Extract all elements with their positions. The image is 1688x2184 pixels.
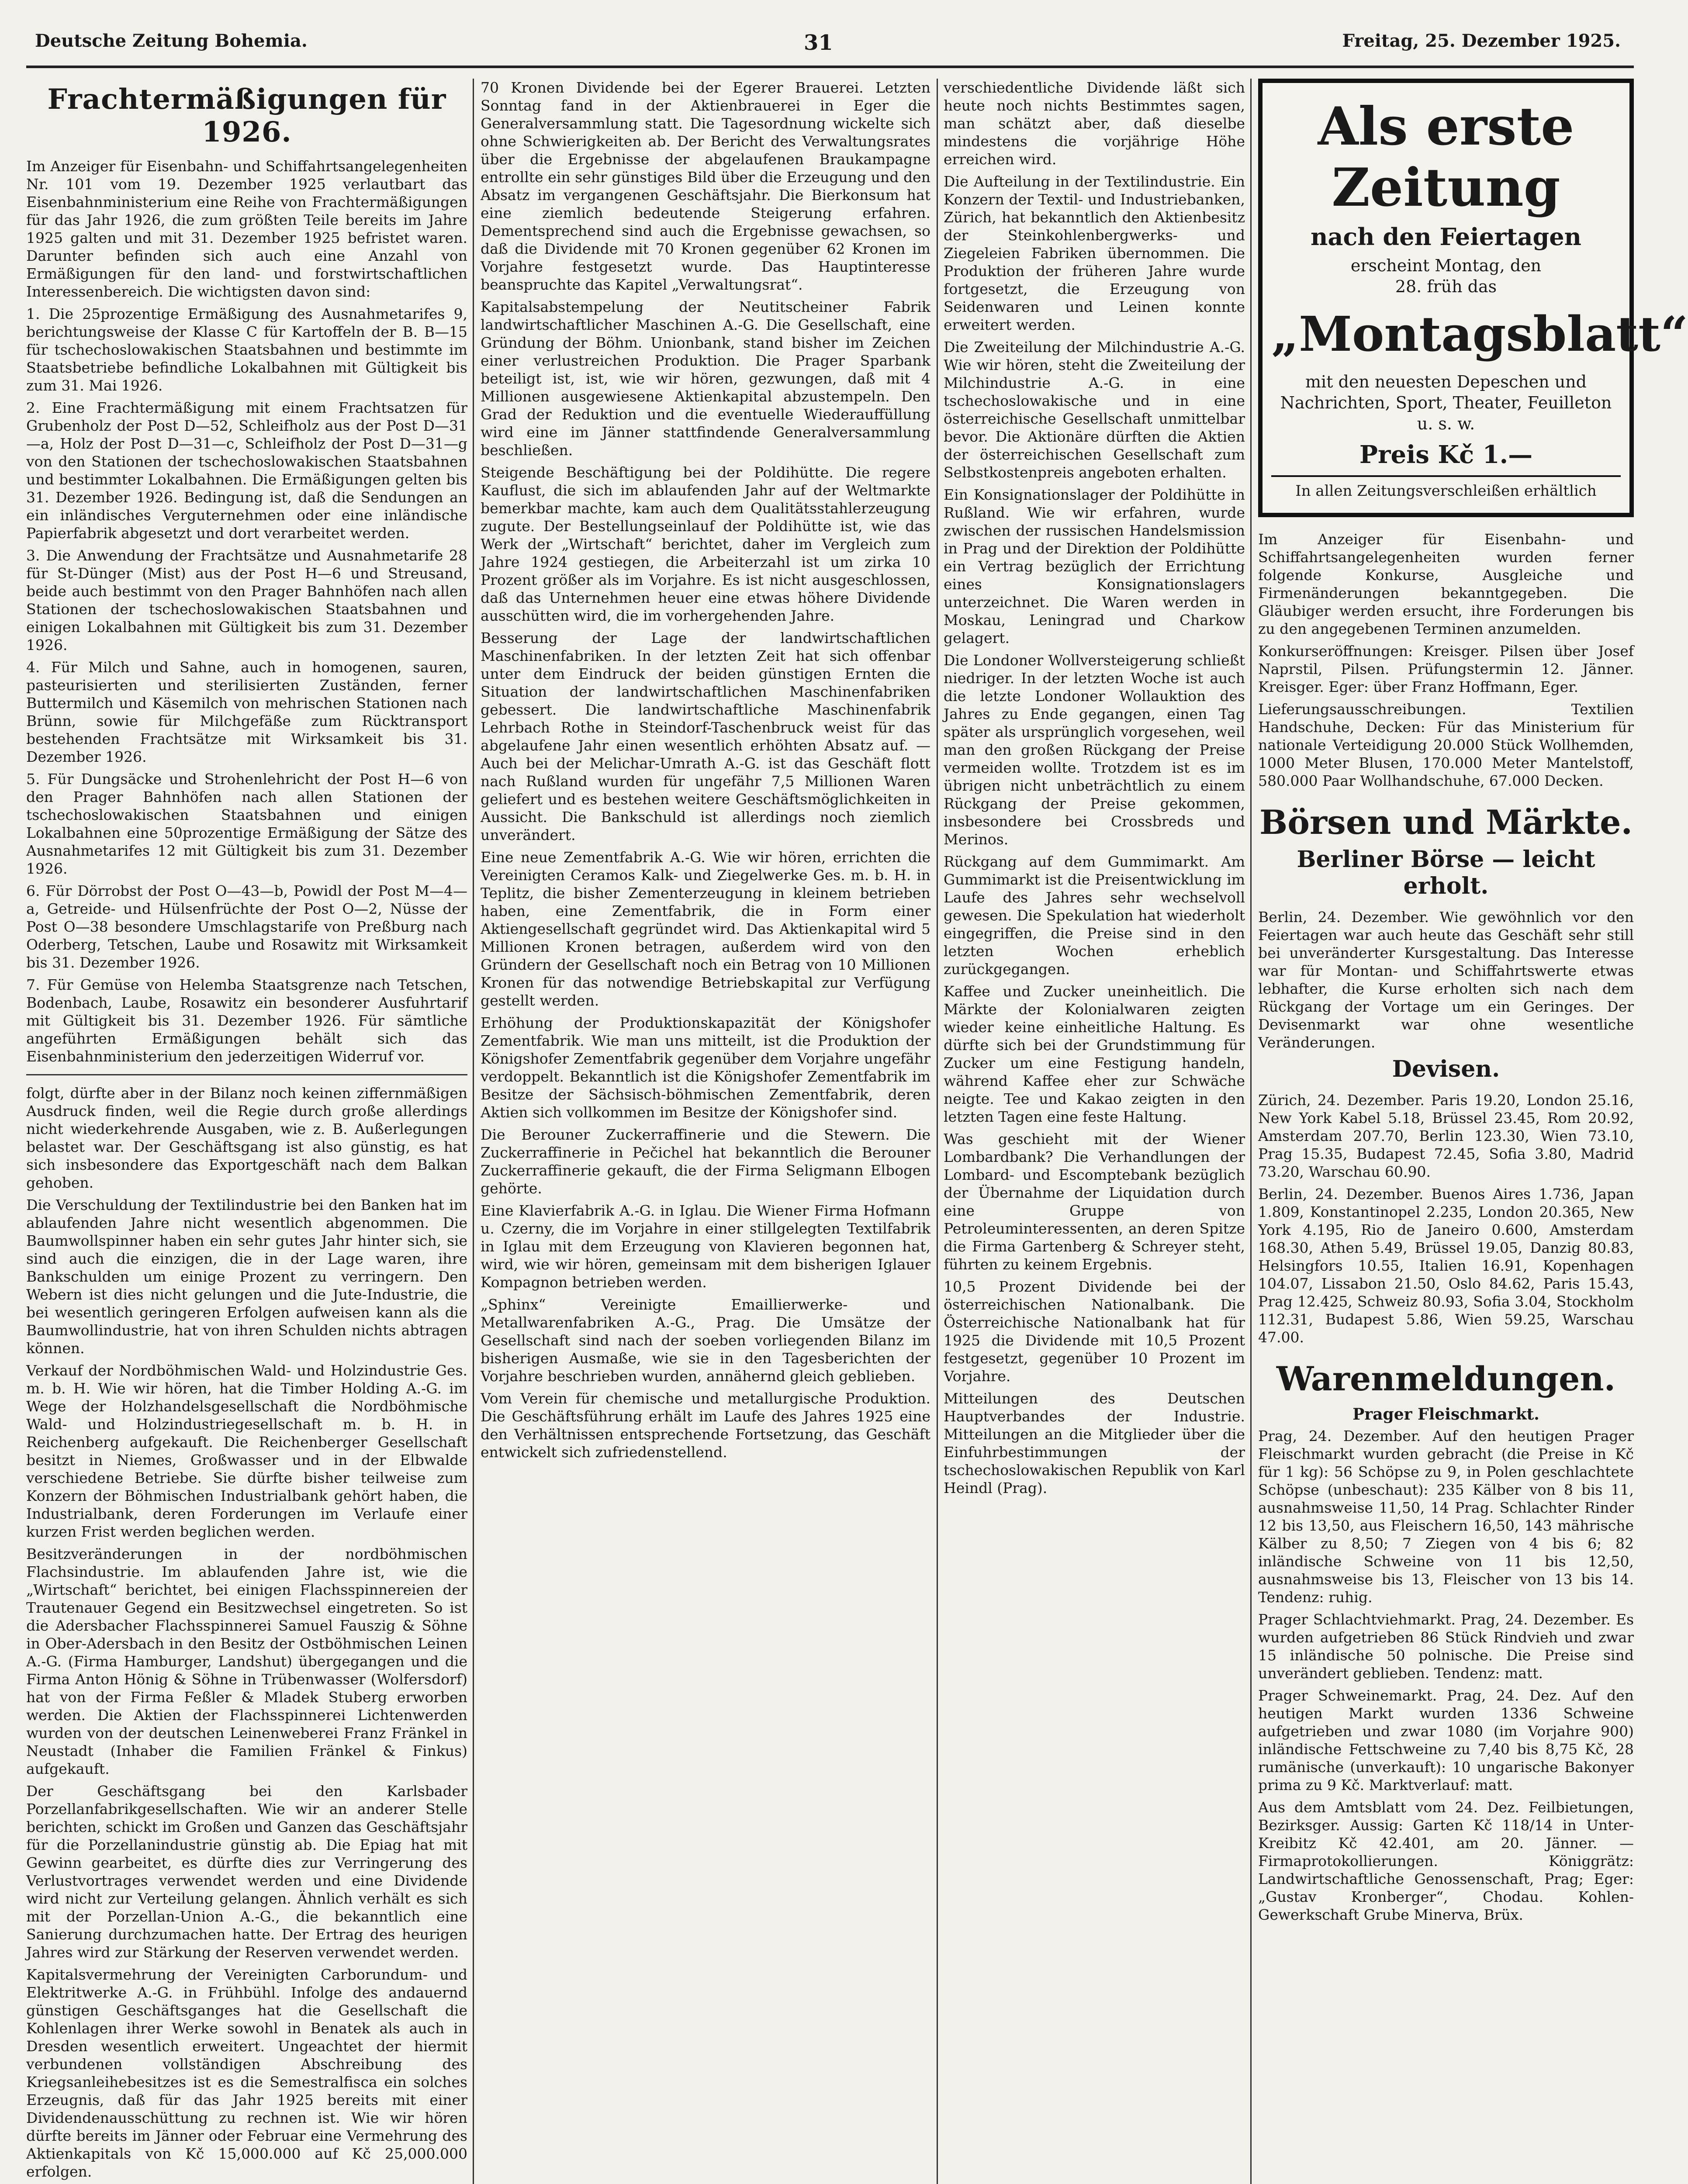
article-paragraph: Die Verschuldung der Textilindustrie bei den Banken hat im ablaufenden Jahre nicht wesentlich abgenommen. Die Baumwollspinner haben ein sehr gutes Jahr hinter sich, sie sind auch die einzigen, die in der Lage waren, ihre Bankschulden um einige Prozent zu verringern. Den Webern ist dies nicht gelungen und die Jute-Industrie, die bei wesentlich geringeren Erfolgen aufweisen kann als die Baumwollindustrie, hat von ihren Schulden nichts abtragen können. [26,1196,467,1357]
article-paragraph: folgt, dürfte aber in der Bilanz noch keinen ziffernmäßigen Ausdruck finden, weil die Regie durch große allerdings nicht wiederkehrende Ausgaben, wie z. B. Außerlegungen belastet war. Der Geschäftsgang ist also günstig, es hat sich insbesondere das Exportgeschäft nach dem Balkan gehoben. [26,1085,467,1191]
article-paragraph: Kapitalsvermehrung der Vereinigten Carborundum- und Elektritwerke A.-G. in Frühbühl. Infolge des andauernd günstigen Geschäftsganges hat die Gesellschaft die Kohlenlagen ihrer Werke sowohl in Benatek als auch in Dresden wesentlich erweitert. Ungeachtet der hiermit verbundenen vollständigen Abschreibung des Kriegsanleihebesitzes ist es die Semestralfisca ein solches Erzeugnis, daß für das Jahr 1925 bereits mit einer Dividendenausschüttung zu rechnen ist. Wie wir hören dürfte bereits im Jänner oder Februar eine Vermehrung des Aktienkapitals von Kč 15,000.000 auf Kč 25,000.000 erfolgen. [26,1966,467,2180]
newspaper-page [26,17,1688,2184]
article-paragraph: Prager Schlachtviehmarkt. Prag, 24. Dezember. Es wurden aufgetrieben 86 Stück Rindvieh und zwar 15 inländische 50 polnische. Die Preise sind unverändert geblieben. Tendenz: matt. [1258,1611,1634,1682]
article-paragraph: 1. Die 25prozentige Ermäßigung des Ausnahmetarifes 9, berichtungsweise der Klasse C für Kartoffeln der B. B—15 für tschechoslowakischen Staatsbahnen und bestimmte im Staatsbetriebe befindliche Lokalbahnen mit Gültigkeit bis zum 31. Mai 1926. [26,305,467,394]
article-paragraph: Im Anzeiger für Eisenbahn- und Schiffahrtsangelegenheiten wurden ferner folgende Konkurse, Ausgleiche und Firmenänderungen bekanntgegeben. Die Gläubiger werden ersucht, ihre Forderungen bis zu den angegebenen Terminen anzumelden. [1258,531,1634,637]
column-rule [473,79,474,2184]
article-paragraph: 5. Für Dungsäcke und Strohenlehricht der Post H—6 von den Prager Bahnhöfen nach allen Stationen der tschechoslowakischen Staatsbahnen und einigen Lokalbahnen eine 50prozentige Ermäßigung der Sätze des Ausnahmetarifes 12 mit Gültigkeit bis zum 31. Dezember 1926. [26,771,467,877]
article-paragraph: Prager Schweinemarkt. Prag, 24. Dez. Auf den heutigen Markt wurden 1336 Schweine aufgetrieben und zwar 1080 (im Vorjahre 900) inländische Fettschweine zu 7,40 bis 8,75 Kč, 28 rumänische (unverkauft): 10 ungarische Bakonyer prima zu 9 Kč. Marktverlauf: matt. [1258,1687,1634,1794]
section-heading: Börsen und Märkte. [1259,803,1633,842]
article-paragraph: Lieferungsausschreibungen. Textilien Handschuhe, Decken: Für das Ministerium für nationale Verteidigung 20.000 Stück Wollhemden, 1000 Meter Blusen, 170.000 Meter Mantelstoff, 580.000 Paar Wollhandschuhe, 67.000 Decken. [1258,701,1634,789]
article-paragraph: Aus dem Amtsblatt vom 24. Dez. Feilbietungen, Bezirksger. Aussig: Garten Kč 118/14 in Unter-Kreibitz Kč 42.401, am 20. Jänner. — Firmaprotokollierungen. Königgrätz: Landwirtschaftliche Genossenschaft, Prag; Eger: „Gustav Kronberger“, Chodau. Kohlen-Gewerkschaft Grube Minerva, Brüx. [1258,1799,1634,1923]
advert-footer: In allen Zeitungsverschleißen erhältlich [1271,475,1621,500]
article-paragraph: 10,5 Prozent Dividende bei der österreichischen Nationalbank. Die Österreichische Nationalbank hat für 1925 die Dividende mit 10,5 Prozent festgesetzt, gegenüber 10 Prozent im Vorjahre. [944,1278,1245,1385]
article-paragraph: Die Aufteilung in der Textilindustrie. Ein Konzern der Textil- und Industriebanken, Zürich, hat bekanntlich den Aktienbesitz der Steinkohlenbergwerks- und Ziegeleien Fabriken übernommen. Die Produktion der früheren Jahre wurde fortgesetzt, die Erzeugung von Seidenwaren und Leinen konnte erweitert werden. [944,173,1245,333]
article-paragraph: Besitzveränderungen in der nordböhmischen Flachsindustrie. Im ablaufenden Jahre ist, wie die „Wirtschaft“ berichtet, bei einigen Flachsspinnereien der Trautenauer Gegend ein Besitzwechsel eingetreten. So ist die Adersbacher Flachsspinnerei Samuel Fauszig & Söhne in Ober-Adersbach in den Besitz der Ostböhmischen Leinen A.-G. (Firma Hamburger, Landshut) übergegangen und die Firma Anton Hönig & Söhne in Trübenwasser (Wolfersdorf) hat von der Firma Feßler & Mladek Stuberg erworben werden. Die Aktien der Flachsspinnerei Lichtenwerden wurden von der deutschen Leinenweberei Franz Fränkel in Neustadt (Inhaber die Familien Fränkel & Finkus) aufgekauft. [26,1545,467,1777]
newspaper-title: Deutsche Zeitung Bohemia. [35,31,308,51]
article-paragraph: Die Londoner Wollversteigerung schließt niedriger. In der letzten Woche ist auch die letzte Londoner Wollauktion des Jahres zu Ende gegangen, einen Tag später als ursprünglich vorgesehen, weil man den großen Rückgang der Preise vermeiden wollte. Trotzdem ist es im übrigen nicht unbeträchtlich zu einem Rückgang der Preise gekommen, insbesondere bei Crossbreds und Merinos. [944,652,1245,848]
article-paragraph: 70 Kronen Dividende bei der Egerer Brauerei. Letzten Sonntag fand in der Aktienbrauerei in Eger die Generalversammlung statt. Die Tagesordnung wickelte sich ohne Schwierigkeiten ab. Der Bericht des Verwaltungsrates über die Ergebnisse der abgelaufenen Braukampagne entrollte ein sehr günstiges Bild über die Erzeugung und den Absatz im vergangenen Geschäftsjahr. Die Bierkonsum hat eine ziemlich bedeutende Steigerung erfahren. Dementsprechend sind auch die Ergebnisse gewachsen, so daß die Dividende mit 70 Kronen gegenüber 62 Kronen im Vorjahre festgesetzt wurde. Das Hauptinteresse beanspruchte das Kapitel „Verwaltungsrat“. [481,79,930,293]
advert-paper-name: „Montagsblatt“ [1271,306,1688,362]
article-paragraph: verschiedentliche Dividende läßt sich heute noch nichts Bestimmtes sagen, man schätzt aber, daß dieselbe mindestens die vorjährige Höhe erreichen wird. [944,79,1245,168]
article-paragraph: Mitteilungen des Deutschen Hauptverbandes der Industrie. Mitteilungen an die Mitglieder über die Einfuhrbestimmungen der tschechoslowakischen Republik von Karl Heindl (Prag). [944,1390,1245,1496]
issue-date: Freitag, 25. Dezember 1925. [1342,31,1621,51]
article-paragraph: 3. Die Anwendung der Frachtsätze und Ausnahmetarife 28 für St-Dünger (Mist) aus der Post H—6 und Streusand, beide auch bestimmt von den Prager Bahnhöfen nach allen Stationen der tschechoslowakischen Staatsbahnen und einigen Lokalbahnen mit Gültigkeit bis zum 31. Dezember 1926. [26,547,467,653]
article-title: Frachtermäßigungen für 1926. [47,83,446,149]
column-3 [944,79,1245,2184]
page-number: 31 [804,31,833,55]
column-2 [481,79,930,2184]
column-1 [26,79,467,2184]
advert-text: erscheint Montag, den [1350,256,1542,275]
column-rule [937,79,938,2184]
montagsblatt-advert [1258,79,1688,517]
advert-price: Preis Kč 1.— [1359,440,1533,469]
article-paragraph: 4. Für Milch und Sahne, auch in homogenen, sauren, pasteurisierten und sterilisierten Zuständen, ferner Buttermilch und Käsemilch von mehrischen Stationen nach Brünn, sowie für Milchgefäße zum Rücktransport bestehenden Frachtsätze mit Wirksamkeit bis 31. Dezember 1926. [26,659,467,765]
article-paragraph: Die Berouner Zuckerraffinerie und die Stewern. Die Zuckerraffinerie in Pečichel hat bekanntlich die Berouner Zuckerraffinerie gekauft, die der Firma Seligmann Elbogen gehörte. [481,1126,930,1197]
article-paragraph: Kapitalsabstempelung der Neutitscheiner Fabrik landwirtschaftlicher Maschinen A.-G. Die Gesellschaft, eine Gründung der Böhm. Unionbank, stand bisher im Zeichen einer verlustreichen Produktion. Die Prager Sparbank beteiligt ist, ist, wie wir hören, gezwungen, daß mit 4 Millionen ausgewiesene Aktienkapital abzustempeln. Den Grad der Reduktion und die eventuelle Wiederauffüllung wird eine im Jänner stattfindende Generalversammlung beschließen. [481,298,930,459]
devisen-heading: Devisen. [1392,1056,1500,1082]
article-paragraph: Was geschieht mit der Wiener Lombardbank? Die Verhandlungen der Lombard- und Escomptebank bezüglich der Übernahme der Liquidation durch eine Gruppe von Petroleuminteressenten, an deren Spitze die Firma Gartenberg & Schreyer steht, führten zu keinem Ergebnis. [944,1130,1245,1273]
advert-subline: nach den Feiertagen [1311,223,1581,251]
article-paragraph: Eine Klavierfabrik A.-G. in Iglau. Die Wiener Firma Hofmann u. Czerny, die im Vorjahre in einer stillgelegten Textilfabrik in Iglau mit dem Erzeugung von Klavieren begonnen hat, wird, wie wir hören, gemeinsam mit dem bisherigen Iglauer Kompagnon betrieben werden. [481,1202,930,1291]
article-paragraph: 2. Eine Frachtermäßigung mit einem Frachtsatzen für Grubenholz der Post D—52, Schleifholz aus der Post D—31—a, Holz der Post D—31—c, Schleifholz der Post D—31—g von den Stationen der tschechoslowakischen Staatsbahnen und bestimmter Lokalbahnen. Die Ermäßigungen gelten bis 31. Dezember 1926. Bedingung ist, daß die Sendungen an ein inländisches Verguternehmen oder eine inländische Papierfabrik abgesetzt und dort verarbeitet werden. [26,399,467,542]
article-paragraph: Vom Verein für chemische und metallurgische Produktion. Die Geschäftsführung erhält im Laufe des Jahres 1925 eine den Verhältnissen entsprechende Fortsetzung, das Geschäft entwickelt sich zufriedenstellend. [481,1390,930,1461]
article-paragraph: Eine neue Zementfabrik A.-G. Wie wir hören, errichten die Vereinigten Ceramos Kalk- und Ziegelwerke Ges. m. b. H. in Teplitz, die bisher Zementerzeugung in kleinem betrieben haben, eine Zementfabrik, die in Form einer Aktiengesellschaft gegründet wird. Das Aktienkapital wird 5 Millionen Kronen betragen, außerdem wird von den Gründern der Gesellschaft noch ein Betrag von 10 Millionen Kronen für das notwendige Betriebskapital zur Verfügung gestellt werden. [481,849,930,1009]
article-paragraph: Rückgang auf dem Gummimarkt. Am Gummimarkt ist die Preisentwicklung im Laufe des Jahres sehr wechselvoll gewesen. Die Spekulation hat wiederholt eingegriffen, die Preise sind in den letzten Wochen erheblich zurückgegangen. [944,853,1245,978]
article-paragraph: Kaffee und Zucker uneinheitlich. Die Märkte der Kolonialwaren zeigten wieder keine einheitliche Haltung. Es dürfte sich bei der Grundstimmung für Zucker um eine Festigung handeln, während Kaffee eher zur Schwäche neigte. Tee und Kakao zeigten in den letzten Tagen eine feste Haltung. [944,983,1245,1125]
running-head [26,17,1634,68]
article-paragraph: Zürich, 24. Dezember. Paris 19.20, London 25.16, New York Kabel 5.18, Brüssel 23.45, Rom 20.92, Amsterdam 207.70, Berlin 123.30, Wien 73.10, Prag 15.35, Budapest 72.45, Sofia 3.80, Madrid 73.20, Warschau 60.90. [1258,1092,1634,1180]
article-paragraph: Ein Konsignationslager der Poldihütte in Rußland. Wie wir erfahren, wurde zwischen der russischen Handelsmission in Prag und der Direktion der Poldihütte ein Vertrag bezüglich der Errichtung eines Konsignationslagers unterzeichnet. Die Waren werden in Moskau, Leningrad und Charkow gelagert. [944,486,1245,646]
article-paragraph: Im Anzeiger für Eisenbahn- und Schiffahrtsangelegenheiten Nr. 101 vom 19. Dezember 1925 verlautbart das Eisenbahnministerium eine Reihe von Frachtermäßigungen für das Jahr 1926, die zum größten Teile bereits im Jahre 1925 galten und mit 31. Dezember 1925 befristet waren. Darunter befinden sich auch eine Anzahl von Ermäßigungen für den land- und forstwirtschaftlichen Interessenbereich. Die wichtigsten davon sind: [26,158,467,300]
article-paragraph: 7. Für Gemüse von Helemba Staatsgrenze nach Tetschen, Bodenbach, Laube, Rosawitz ein besonderer Ausfuhrtarif mit Gültigkeit bis 31. Dezember 1926. Für sämtliche angeführten Ermäßigungen behält sich das Eisenbahnministerium den jederzeitigen Widerruf vor. [26,976,467,1065]
article-paragraph: „Sphinx“ Vereinigte Emaillierwerke- und Metallwarenfabriken A.-G., Prag. Die Umsätze der Gesellschaft sind nach der soeben vorliegenden Bilanz im bisherigen Ausmaße, wie sie in den Tagesberichten der Vorjahre beschrieben wurden, annähernd gleich geblieben. [481,1296,930,1385]
article-paragraph: Erhöhung der Produktionskapazität der Königshofer Zementfabrik. Wie man uns mitteilt, ist die Produktion der Königshofer Zementfabrik gegenüber dem Vorjahre ungefähr verdoppelt. Bekanntlich ist die Königshofer Zementfabrik im Besitze der Sächsisch-böhmischen Zementfabrik, deren Aktien sich vollkommen im Besitze der Königshofer sind. [481,1014,930,1121]
advert-text: mit den neuesten Depeschen und Nachrichten, Sport, Theater, Feuilleton u. s. w. [1280,372,1612,433]
column-rule [1250,79,1252,2184]
article-paragraph: Verkauf der Nordböhmischen Wald- und Holzindustrie Ges. m. b. H. Wie wir hören, hat die Timber Holding A.-G. im Wege der Holzhandelsgesellschaft die Nordböhmische Wald- und Holzindustriegesellschaft m. b. H. in Reichenberg aufgekauft. Die Reichenberger Gesellschaft besitzt in Niemes, Großwasser und in der Elbwalde verschiedene Betriebe. Sie dürfte bisher teilweise zum Konzern der Böhmischen Industrialbank gehört haben, die Industrialbank, deren Forderungen im Verlaufe einer kurzen Frist werden beglichen werden. [26,1362,467,1540]
article-paragraph: Der Geschäftsgang bei den Karlsbader Porzellanfabrikgesellschaften. Wie wir an anderer Stelle berichten, schickt im Großen und Ganzen das Geschäftsjahr für die Porzellanindustrie günstig ab. Die Epiag hat mit Gewinn gearbeitet, es dürfte dies zur Verringerung des Verlustvortrages verwendet werden und eine Dividende wird nicht zur Verteilung gelangen. Ähnlich verhält es sich mit der Porzellan-Union A.-G., die bekanntlich eine Sanierung durchzumachen hatte. Der Ertrag des heurigen Jahres wird zur Stärkung der Reserven verwendet werden. [26,1783,467,1961]
section-subheading: Prager Fleischmarkt. [1352,1405,1539,1424]
advert-headline: Als erste Zeitung [1318,96,1574,218]
section-divider [26,1074,467,1075]
article-paragraph: Prag, 24. Dezember. Auf den heutigen Prager Fleischmarkt wurden gebracht (die Preise in Kč für 1 kg): 56 Schöpse zu 9, in Polen geschlachtete Schöpse (unbeschaut): 235 Kälber von 8 bis 11, ausnahmsweise 11,50, 14 Prag. Schlachter Rinder 12 bis 13,50, aus Fleischern 16,50, 143 mährische Kälber zu 8,50; 7 Ziegen von 4 bis 6; 82 inländische Schweine von 11 bis 12,50, ausnahmsweise bis 13, Fleischer von 13 bis 14. Tendenz: ruhig. [1258,1427,1634,1606]
article-paragraph: Berlin, 24. Dezember. Buenos Aires 1.736, Japan 1.809, Konstantinopel 2.235, London 20.365, New York 4.195, Rio de Janeiro 0.600, Amsterdam 168.30, Athen 5.49, Brüssel 19.05, Danzig 80.83, Helsingfors 10.55, Italien 16.91, Kopenhagen 104.07, Lissabon 21.50, Oslo 84.62, Paris 15.43, Prag 12.425, Schweiz 80.93, Sofia 3.04, Stockholm 112.31, Budapest 5.86, Wien 59.25, Warschau 47.00. [1258,1185,1634,1346]
section-subheading: Berliner Börse — leicht erholt. [1297,846,1595,899]
article-paragraph: Konkurseröffnungen: Kreisger. Pilsen über Josef Naprstil, Pilsen. Prüfungstermin 12. Jänner. Kreisger. Eger: über Franz Hoffmann, Eger. [1258,643,1634,695]
article-paragraph: Steigende Beschäftigung bei der Poldihütte. Die regere Kauflust, die sich im ablaufenden Jahr auf der Weltmarkte bemerkbar machte, kam auch dem Qualitätsstahlerzeugung zugute. Der Bestellungseinlauf der Poldihütte ist, wie das Werk der „Wirtschaft“ berichtet, daher im Vergleich zum Jahre 1924 gestiegen, die Arbeiterzahl ist um zirka 10 Prozent größer als im Vorjahre. Es ist nicht ausgeschlossen, daß das Unternehmen heuer eine etwas höhere Dividende ausschütten wird, die im vorhergehenden Jahre. [481,464,930,624]
article-paragraph: Besserung der Lage der landwirtschaftlichen Maschinenfabriken. In der letzten Zeit hat sich offenbar unter dem Eindruck der beiden günstigen Ernten die Situation der landwirtschaftlichen Maschinenfabriken gebessert. Die landwirtschaftliche Maschinenfabrik Lehrbach Rothe in Steindorf-Taschenbruck weist für das abgelaufene Jahr einen wesentlich erhöhten Absatz auf. — Auch bei der Melichar-Umrath A.-G. ist das Geschäft flott nach Rußland wurden für ungefähr 7,5 Millionen Waren geliefert und es bestehen weitere Geschäftsmöglichkeiten in Aussicht. Die Bankschuld ist allerdings noch ziemlich unverändert. [481,629,930,843]
column-4 [1258,79,1688,2184]
article-paragraph: Die Zweiteilung der Milchindustrie A.-G. Wie wir hören, steht die Zweiteilung der Milchindustrie A.-G. in eine tschechoslowakische und in eine österreichische Gesellschaft unmittelbar bevor. Die Aktionäre dürften die Aktien der österreichischen Gesellschaft zum Selbstkostenpreis angeboten erhalten. [944,339,1245,481]
section-heading: Warenmeldungen. [1276,1359,1616,1398]
article-paragraph: Berlin, 24. Dezember. Wie gewöhnlich vor den Feiertagen war auch heute das Geschäft sehr still bei unveränderter Kursgestaltung. Das Interesse war für Montan- und Schiffahrtswerte etwas lebhafter, die Kurse erholten sich nach dem Rückgang der Vortage um ein Geringes. Der Devisenmarkt war ohne wesentliche Veränderungen. [1258,909,1634,1051]
advert-text: 28. früh das [1395,277,1497,296]
article-paragraph: 6. Für Dörrobst der Post O—43—b, Powidl der Post M—4—a, Getreide- und Hülsenfrüchte der Post O—2, Nüsse der Post O—38 besondere Umschlagstarife von Preßburg nach Oderberg, Tetschen, Laube und Rosawitz mit Wirksamkeit bis 31. Dezember 1926. [26,882,467,971]
